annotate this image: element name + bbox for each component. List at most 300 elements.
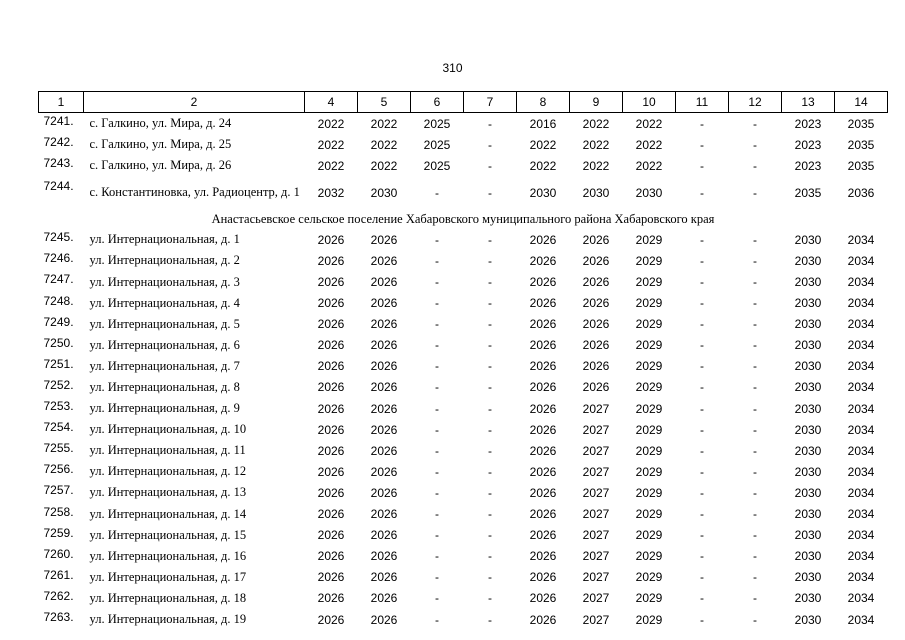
year-cell: - (435, 570, 439, 585)
year-cell: 2025 (423, 137, 451, 152)
year-cell: 2026 (370, 549, 398, 564)
year-cell: 2023 (794, 158, 822, 173)
year-cell: 2026 (317, 232, 345, 247)
table-row (39, 356, 888, 377)
year-cell: - (700, 612, 704, 627)
year-cell: 2026 (317, 253, 345, 268)
year-cell: - (435, 401, 439, 416)
row-number: 7247. (43, 272, 74, 287)
year-cell: 2026 (582, 338, 610, 353)
year-cell: - (753, 359, 757, 374)
year-cell: 2026 (529, 317, 557, 332)
year-cell: 2034 (847, 380, 875, 395)
year-cell: 2023 (794, 116, 822, 131)
row-number: 7254. (43, 420, 74, 435)
year-cell: - (700, 464, 704, 479)
row-number: 7263. (43, 609, 74, 624)
year-cell: 2030 (794, 485, 822, 500)
year-cell: - (435, 275, 439, 290)
address-cell: ул. Интернациональная, д. 11 (89, 443, 246, 458)
year-cell: - (753, 275, 757, 290)
year-cell: 2026 (529, 507, 557, 522)
year-cell: 2030 (635, 185, 663, 200)
row-number: 7260. (43, 546, 74, 561)
year-cell: 2034 (847, 549, 875, 564)
column-header: 14 (835, 92, 888, 113)
year-cell: 2022 (582, 137, 610, 152)
year-cell: 2026 (529, 338, 557, 353)
row-number: 7245. (43, 230, 74, 245)
year-cell: 2026 (370, 464, 398, 479)
year-cell: 2026 (370, 443, 398, 458)
year-cell: - (435, 317, 439, 332)
table-row (39, 567, 888, 588)
row-number: 7251. (43, 356, 74, 371)
year-cell: 2026 (317, 443, 345, 458)
year-cell: - (753, 464, 757, 479)
year-cell: 2029 (635, 612, 663, 627)
address-cell: с. Галкино, ул. Мира, д. 26 (89, 158, 232, 173)
table-row (39, 113, 888, 135)
year-cell: 2029 (635, 380, 663, 395)
year-cell: 2026 (529, 549, 557, 564)
year-cell: - (753, 232, 757, 247)
table-row (39, 293, 888, 314)
year-cell: - (488, 359, 492, 374)
year-cell: 2027 (582, 549, 610, 564)
year-cell: - (700, 422, 704, 437)
row-number: 7253. (43, 399, 74, 414)
year-cell: - (435, 591, 439, 606)
year-cell: 2026 (317, 422, 345, 437)
year-cell: 2026 (370, 507, 398, 522)
table-row (39, 398, 888, 419)
year-cell: - (488, 612, 492, 627)
year-cell: 2030 (794, 443, 822, 458)
year-cell: 2026 (529, 443, 557, 458)
year-cell: 2026 (370, 570, 398, 585)
year-cell: 2022 (635, 116, 663, 131)
address-cell: ул. Интернациональная, д. 8 (89, 379, 240, 394)
address-cell: ул. Интернациональная, д. 9 (89, 401, 240, 416)
column-header: 11 (676, 92, 729, 113)
year-cell: 2026 (317, 612, 345, 627)
year-cell: - (488, 591, 492, 606)
address-cell: ул. Интернациональная, д. 15 (89, 527, 247, 542)
year-cell: 2022 (317, 158, 345, 173)
year-cell: 2026 (582, 296, 610, 311)
row-number: 7258. (43, 504, 74, 519)
table-row (39, 155, 888, 176)
column-header: 10 (623, 92, 676, 113)
schedule-table (38, 91, 888, 630)
year-cell: - (753, 507, 757, 522)
address-cell: ул. Интернациональная, д. 16 (89, 548, 247, 563)
year-cell: - (753, 549, 757, 564)
column-header: 9 (570, 92, 623, 113)
year-cell: 2026 (529, 485, 557, 500)
year-cell: - (700, 116, 704, 131)
address-cell: ул. Интернациональная, д. 2 (89, 253, 240, 268)
year-cell: - (753, 296, 757, 311)
address-cell: ул. Интернациональная, д. 4 (89, 295, 240, 310)
table-row (39, 377, 888, 398)
column-header: 5 (358, 92, 411, 113)
year-cell: 2030 (582, 185, 610, 200)
column-header: 8 (517, 92, 570, 113)
year-cell: - (435, 443, 439, 458)
address-cell: ул. Интернациональная, д. 13 (89, 485, 247, 500)
year-cell: - (435, 232, 439, 247)
year-cell: 2026 (582, 275, 610, 290)
year-cell: - (753, 338, 757, 353)
year-cell: - (753, 612, 757, 627)
year-cell: 2030 (794, 528, 822, 543)
page-number: 310 (442, 61, 463, 75)
year-cell: - (435, 359, 439, 374)
year-cell: 2034 (847, 275, 875, 290)
year-cell: 2025 (423, 116, 451, 131)
year-cell: 2030 (370, 185, 398, 200)
year-cell: 2026 (529, 253, 557, 268)
year-cell: 2026 (529, 464, 557, 479)
year-cell: 2022 (635, 137, 663, 152)
year-cell: - (753, 137, 757, 152)
year-cell: 2027 (582, 507, 610, 522)
table-row (39, 461, 888, 482)
year-cell: 2029 (635, 338, 663, 353)
year-cell: 2026 (317, 401, 345, 416)
table-row (39, 525, 888, 546)
year-cell: 2026 (370, 591, 398, 606)
year-cell: - (753, 380, 757, 395)
table-row (39, 546, 888, 567)
year-cell: - (700, 443, 704, 458)
year-cell: - (753, 528, 757, 543)
year-cell: 2026 (582, 359, 610, 374)
year-cell: 2026 (529, 422, 557, 437)
row-number: 7261. (43, 567, 74, 582)
year-cell: 2026 (529, 275, 557, 290)
year-cell: - (435, 464, 439, 479)
year-cell: 2026 (317, 296, 345, 311)
year-cell: 2027 (582, 485, 610, 500)
year-cell: 2026 (317, 507, 345, 522)
year-cell: 2034 (847, 591, 875, 606)
year-cell: - (753, 422, 757, 437)
year-cell: 2034 (847, 464, 875, 479)
year-cell: - (488, 401, 492, 416)
row-number: 7249. (43, 314, 74, 329)
year-cell: - (435, 185, 439, 200)
row-number: 7246. (43, 251, 74, 266)
year-cell: 2030 (794, 296, 822, 311)
year-cell: 2026 (370, 275, 398, 290)
table-row (39, 250, 888, 271)
year-cell: 2027 (582, 528, 610, 543)
year-cell: 2026 (582, 317, 610, 332)
year-cell: - (435, 422, 439, 437)
address-cell: ул. Интернациональная, д. 3 (89, 274, 240, 289)
table-row (39, 504, 888, 525)
year-cell: - (753, 158, 757, 173)
year-cell: 2026 (317, 464, 345, 479)
section-heading-row (39, 209, 888, 229)
address-cell: ул. Интернациональная, д. 12 (89, 464, 247, 479)
year-cell: 2022 (317, 137, 345, 152)
year-cell: 2029 (635, 570, 663, 585)
year-cell: 2029 (635, 507, 663, 522)
rows-before-section (39, 113, 888, 210)
year-cell: 2030 (794, 317, 822, 332)
row-number: 7262. (43, 588, 74, 603)
year-cell: 2027 (582, 464, 610, 479)
year-cell: 2026 (529, 401, 557, 416)
year-cell: 2026 (317, 591, 345, 606)
year-cell: - (488, 380, 492, 395)
year-cell: - (700, 253, 704, 268)
year-cell: - (753, 116, 757, 131)
year-cell: 2026 (370, 317, 398, 332)
row-number: 7250. (43, 335, 74, 350)
year-cell: 2026 (370, 485, 398, 500)
table-row (39, 314, 888, 335)
year-cell: 2026 (529, 359, 557, 374)
year-cell: - (700, 549, 704, 564)
year-cell: - (753, 317, 757, 332)
year-cell: 2034 (847, 296, 875, 311)
year-cell: 2026 (370, 401, 398, 416)
year-cell: - (488, 158, 492, 173)
year-cell: 2029 (635, 443, 663, 458)
year-cell: - (488, 253, 492, 268)
address-cell: с. Галкино, ул. Мира, д. 25 (89, 137, 232, 152)
year-cell: 2029 (635, 528, 663, 543)
year-cell: 2035 (847, 116, 875, 131)
year-cell: 2030 (794, 422, 822, 437)
year-cell: - (700, 185, 704, 200)
year-cell: 2022 (635, 158, 663, 173)
row-number: 7242. (43, 135, 74, 150)
year-cell: 2026 (317, 338, 345, 353)
year-cell: 2026 (582, 253, 610, 268)
year-cell: - (435, 507, 439, 522)
year-cell: - (435, 380, 439, 395)
year-cell: 2030 (794, 507, 822, 522)
year-cell: 2034 (847, 401, 875, 416)
year-cell: 2026 (370, 253, 398, 268)
column-header: 6 (411, 92, 464, 113)
year-cell: 2029 (635, 275, 663, 290)
year-cell: 2022 (370, 137, 398, 152)
year-cell: - (753, 591, 757, 606)
column-header: 12 (729, 92, 782, 113)
year-cell: 2026 (317, 275, 345, 290)
year-cell: 2030 (794, 401, 822, 416)
address-cell: ул. Интернациональная, д. 5 (89, 316, 240, 331)
year-cell: - (435, 338, 439, 353)
column-header: 4 (305, 92, 358, 113)
table-row (39, 440, 888, 461)
year-cell: 2034 (847, 528, 875, 543)
year-cell: - (488, 185, 492, 200)
year-cell: 2016 (529, 116, 557, 131)
year-cell: 2030 (794, 591, 822, 606)
year-cell: 2036 (847, 185, 875, 200)
year-cell: 2026 (370, 232, 398, 247)
year-cell: 2029 (635, 549, 663, 564)
year-cell: - (700, 570, 704, 585)
year-cell: 2026 (529, 296, 557, 311)
row-number: 7252. (43, 377, 74, 392)
year-cell: 2030 (794, 549, 822, 564)
section-title: Анастасьевское сельское поселение Хабаровского муниципального района Хабаровского края (211, 211, 715, 226)
year-cell: 2022 (529, 158, 557, 173)
header-row (39, 92, 888, 113)
year-cell: - (700, 338, 704, 353)
year-cell: - (488, 507, 492, 522)
year-cell: 2030 (529, 185, 557, 200)
address-cell: с. Константиновка, ул. Радиоцентр, д. 1 (89, 185, 300, 200)
table-row (39, 335, 888, 356)
year-cell: - (488, 296, 492, 311)
row-number: 7241. (43, 114, 74, 128)
rows-after-section (39, 229, 888, 630)
section-heading-group (39, 209, 888, 229)
year-cell: 2023 (794, 137, 822, 152)
year-cell: - (700, 528, 704, 543)
year-cell: 2029 (635, 485, 663, 500)
year-cell: 2029 (635, 401, 663, 416)
year-cell: 2026 (370, 380, 398, 395)
year-cell: - (488, 422, 492, 437)
year-cell: 2034 (847, 612, 875, 627)
year-cell: 2030 (794, 380, 822, 395)
year-cell: 2030 (794, 275, 822, 290)
year-cell: 2030 (794, 612, 822, 627)
year-cell: 2034 (847, 253, 875, 268)
year-cell: - (700, 380, 704, 395)
year-cell: 2034 (847, 485, 875, 500)
year-cell: 2030 (794, 338, 822, 353)
year-cell: 2034 (847, 359, 875, 374)
year-cell: 2026 (370, 422, 398, 437)
year-cell: 2034 (847, 338, 875, 353)
year-cell: - (488, 528, 492, 543)
year-cell: 2026 (529, 232, 557, 247)
year-cell: 2022 (317, 116, 345, 131)
year-cell: 2029 (635, 232, 663, 247)
year-cell: - (753, 185, 757, 200)
year-cell: - (753, 253, 757, 268)
year-cell: - (700, 137, 704, 152)
address-cell: ул. Интернациональная, д. 10 (89, 422, 247, 437)
year-cell: 2026 (317, 549, 345, 564)
year-cell: 2027 (582, 591, 610, 606)
year-cell: - (488, 549, 492, 564)
address-cell: ул. Интернациональная, д. 6 (89, 337, 240, 352)
year-cell: 2022 (529, 137, 557, 152)
year-cell: 2030 (794, 570, 822, 585)
year-cell: - (753, 485, 757, 500)
year-cell: 2027 (582, 570, 610, 585)
year-cell: - (488, 570, 492, 585)
row-number: 7248. (43, 293, 74, 308)
year-cell: 2035 (847, 158, 875, 173)
year-cell: - (435, 253, 439, 268)
year-cell: 2026 (317, 528, 345, 543)
year-cell: 2029 (635, 296, 663, 311)
address-cell: ул. Интернациональная, д. 17 (89, 569, 247, 584)
year-cell: 2027 (582, 422, 610, 437)
year-cell: 2029 (635, 253, 663, 268)
year-cell: - (488, 464, 492, 479)
column-header: 13 (782, 92, 835, 113)
row-number: 7244. (43, 179, 74, 194)
year-cell: 2034 (847, 570, 875, 585)
address-cell: ул. Интернациональная, д. 1 (89, 232, 240, 247)
year-cell: - (435, 485, 439, 500)
year-cell: - (700, 158, 704, 173)
year-cell: - (700, 485, 704, 500)
year-cell: 2026 (370, 296, 398, 311)
row-number: 7257. (43, 483, 74, 498)
address-cell: ул. Интернациональная, д. 7 (89, 358, 240, 373)
year-cell: 2026 (370, 338, 398, 353)
year-cell: 2026 (317, 570, 345, 585)
year-cell: 2034 (847, 507, 875, 522)
year-cell: 2026 (370, 612, 398, 627)
year-cell: - (700, 232, 704, 247)
year-cell: - (488, 443, 492, 458)
year-cell: - (700, 317, 704, 332)
year-cell: - (700, 296, 704, 311)
year-cell: 2029 (635, 464, 663, 479)
year-cell: 2034 (847, 422, 875, 437)
year-cell: 2022 (370, 158, 398, 173)
year-cell: 2035 (847, 137, 875, 152)
column-header: 2 (84, 92, 305, 113)
year-cell: 2035 (794, 185, 822, 200)
column-header: 1 (39, 92, 84, 113)
year-cell: 2034 (847, 317, 875, 332)
column-header: 7 (464, 92, 517, 113)
year-cell: 2026 (317, 485, 345, 500)
year-cell: - (753, 401, 757, 416)
year-cell: 2034 (847, 232, 875, 247)
year-cell: - (700, 275, 704, 290)
year-cell: - (700, 401, 704, 416)
year-cell: - (488, 275, 492, 290)
year-cell: 2030 (794, 464, 822, 479)
year-cell: 2026 (582, 380, 610, 395)
year-cell: 2026 (317, 317, 345, 332)
address-cell: ул. Интернациональная, д. 19 (89, 612, 247, 627)
year-cell: 2029 (635, 422, 663, 437)
year-cell: 2030 (794, 359, 822, 374)
year-cell: 2030 (794, 232, 822, 247)
year-cell: 2025 (423, 158, 451, 173)
year-cell: 2022 (370, 116, 398, 131)
year-cell: 2022 (582, 116, 610, 131)
year-cell: - (488, 338, 492, 353)
year-cell: 2026 (370, 528, 398, 543)
row-number: 7256. (43, 462, 74, 477)
year-cell: 2026 (370, 359, 398, 374)
row-number: 7259. (43, 525, 74, 540)
year-cell: - (435, 296, 439, 311)
table-row (39, 588, 888, 609)
